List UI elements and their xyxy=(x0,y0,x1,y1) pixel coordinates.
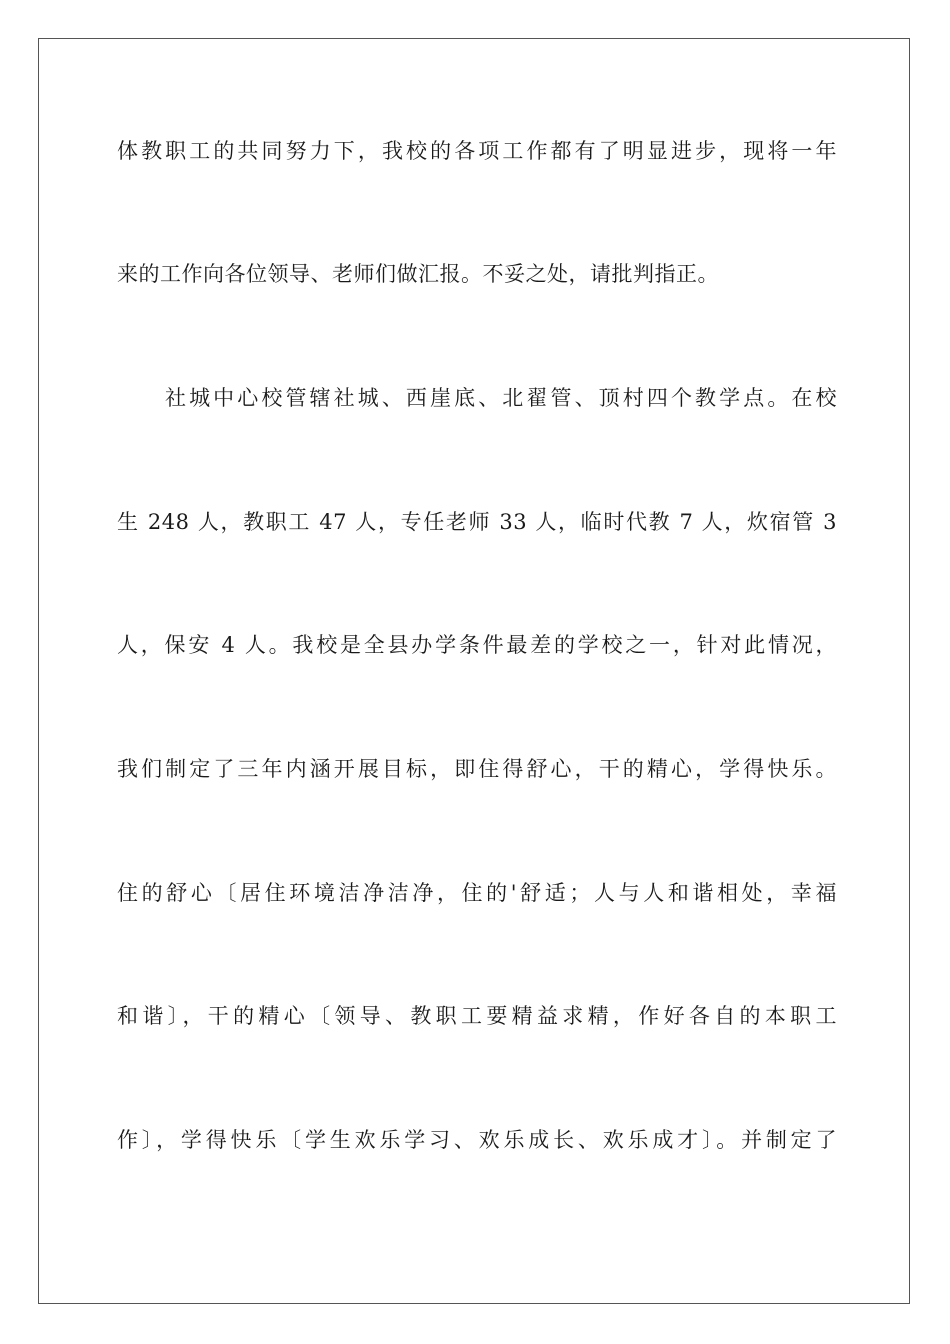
paragraph-first-line: 社城中心校管辖社城、西崖底、北翟管、顶村四个教学点。在校 xyxy=(165,386,837,410)
body-text-line: 我们制定了三年内涵开展目标，即住得舒心，干的精心，学得快乐。 xyxy=(117,757,837,781)
page-frame xyxy=(38,38,910,1304)
body-text-line: 生 248 人，教职工 47 人，专任老师 33 人，临时代教 7 人，炊宿管 3 xyxy=(117,510,837,534)
body-text-line: 来的工作向各位领导、老师们做汇报。不妥之处，请批判指正。 xyxy=(117,262,719,286)
body-text-line: 人，保安 4 人。我校是全县办学条件最差的学校之一，针对此情况， xyxy=(117,633,837,657)
body-text-line: 作〕，学得快乐〔学生欢乐学习、欢乐成长、欢乐成才〕。并制定了 xyxy=(117,1128,837,1152)
body-text-line: 体教职工的共同努力下，我校的各项工作都有了明显进步，现将一年 xyxy=(117,139,837,163)
body-text-line: 和谐〕，干的精心〔领导、教职工要精益求精，作好各自的本职工 xyxy=(117,1004,837,1028)
body-text-line: 住的舒心〔居住环境洁净洁净，住的'舒适；人与人和谐相处，幸福 xyxy=(117,881,837,905)
